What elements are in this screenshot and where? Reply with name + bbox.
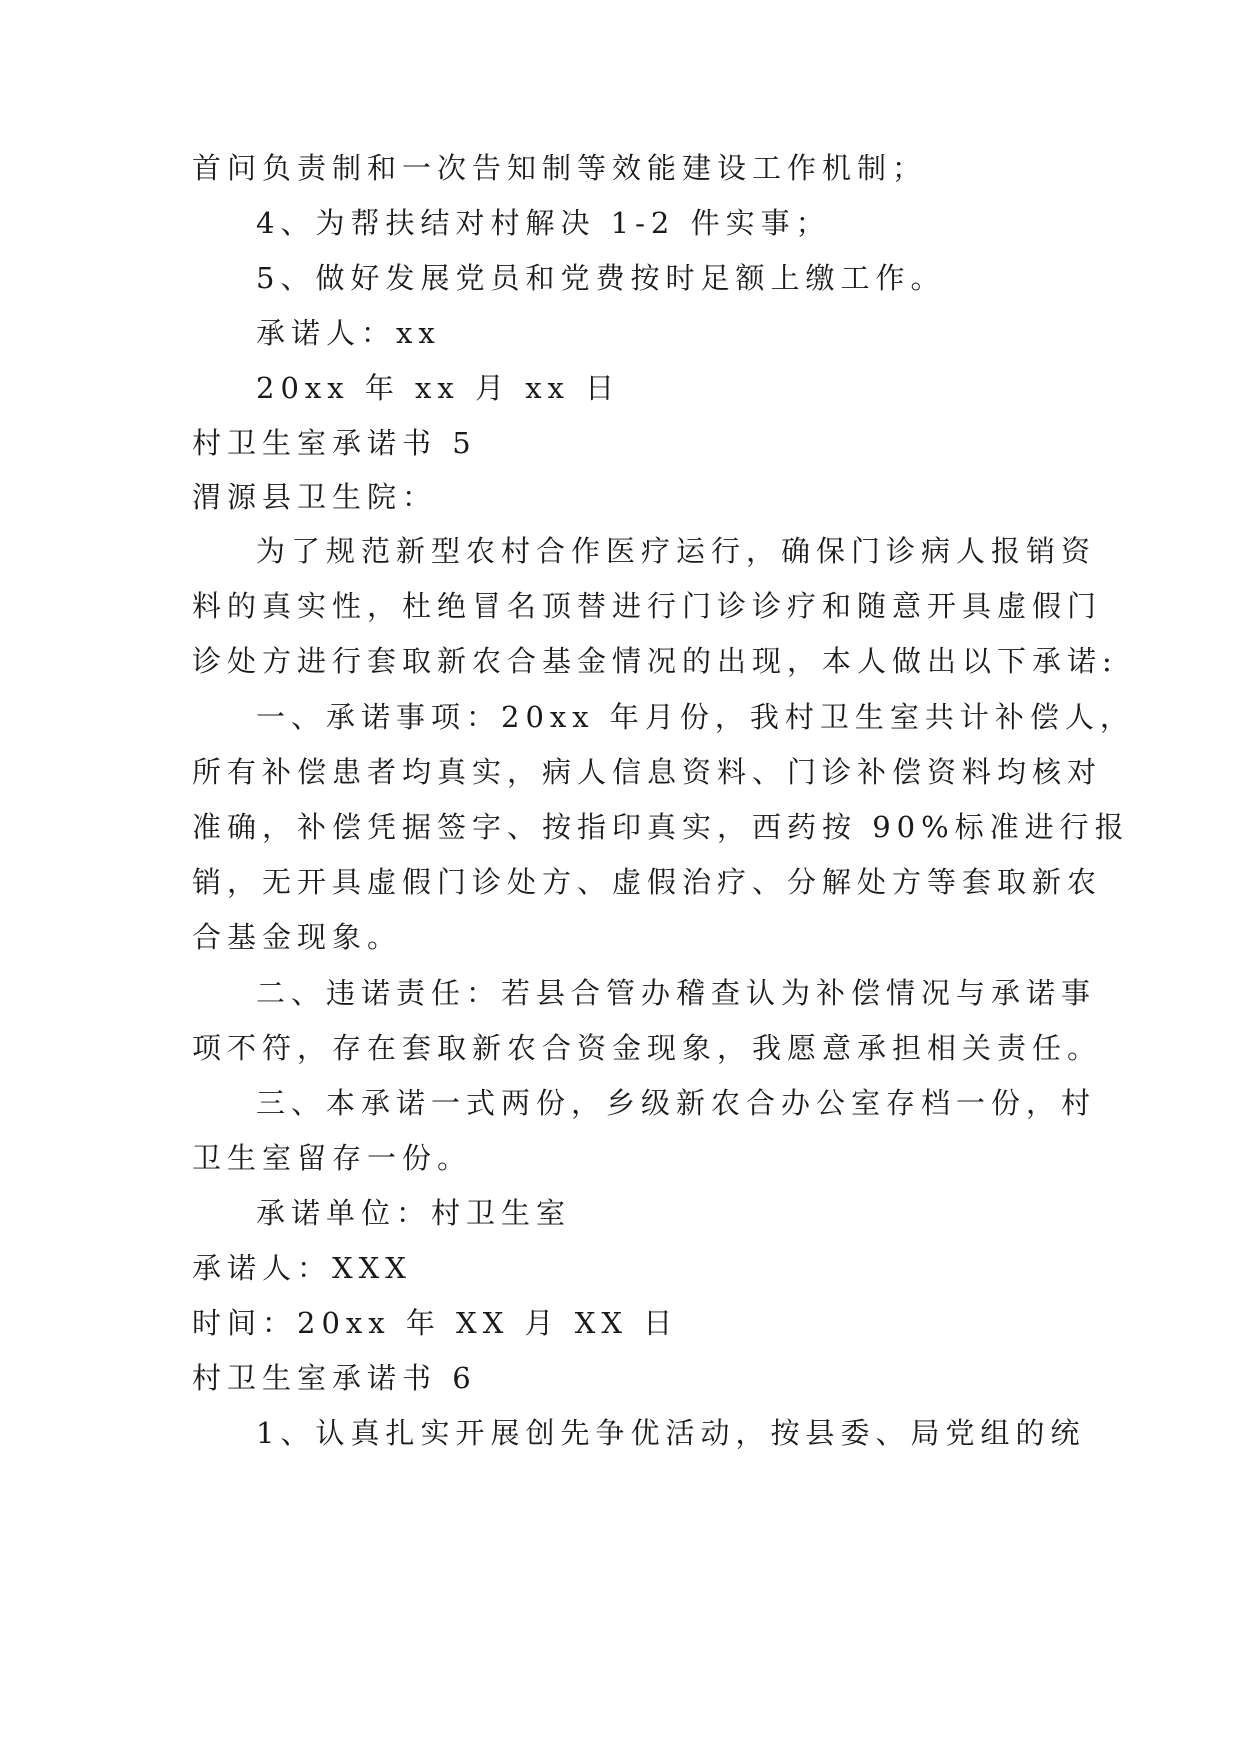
paragraph-line: 诊处方进行套取新农合基金情况的出现，本人做出以下承诺:	[192, 644, 1118, 678]
signatory-unit-line: 承诺单位：村卫生室	[256, 1196, 572, 1230]
paragraph-line: 销，无开具虚假门诊处方、虚假治疗、分解处方等套取新农	[192, 865, 1103, 899]
signatory-line: 承诺人：xx	[256, 316, 441, 350]
paragraph-line: 料的真实性，杜绝冒名顶替进行门诊诊疗和随意开具虚假门	[192, 589, 1103, 623]
list-item: 5、做好发展党员和党费按时足额上缴工作。	[256, 261, 946, 295]
addressee-line: 渭源县卫生院：	[192, 480, 438, 514]
paragraph-line: 1、认真扎实开展创先争优活动，按县委、局党组的统	[256, 1416, 1086, 1450]
paragraph-line: 二、违诺责任：若县合管办稽查认为补偿情况与承诺事	[256, 976, 1097, 1010]
section-title: 村卫生室承诺书 6	[192, 1361, 477, 1395]
paragraph-line: 三、本承诺一式两份，乡级新农合办公室存档一份，村	[256, 1086, 1097, 1120]
paragraph-line: 一、承诺事项：20xx 年月份，我村卫生室共计补偿人，	[256, 700, 1135, 734]
paragraph-line: 卫生室留存一份。	[192, 1141, 473, 1175]
signatory-line: 承诺人：XXX	[192, 1251, 412, 1285]
date-line: 时间：20xx 年 XX 月 XX 日	[192, 1306, 679, 1340]
paragraph-line: 首问负责制和一次告知制等效能建设工作机制；	[192, 151, 928, 185]
paragraph-line: 合基金现象。	[192, 920, 403, 954]
date-line: 20xx 年 xx 月 xx 日	[256, 371, 621, 405]
paragraph-line: 为了规范新型农村合作医疗运行，确保门诊病人报销资	[256, 534, 1097, 568]
paragraph-line: 项不符，存在套取新农合资金现象，我愿意承担相关责任。	[192, 1031, 1103, 1065]
section-title: 村卫生室承诺书 5	[192, 426, 477, 460]
list-item: 4、为帮扶结对村解决 1-2 件实事；	[256, 206, 831, 240]
paragraph-line: 准确，补偿凭据签字、按指印真实，西药按 90%标准进行报	[192, 810, 1130, 844]
paragraph-line: 所有补偿患者均真实，病人信息资料、门诊补偿资料均核对	[192, 755, 1103, 789]
